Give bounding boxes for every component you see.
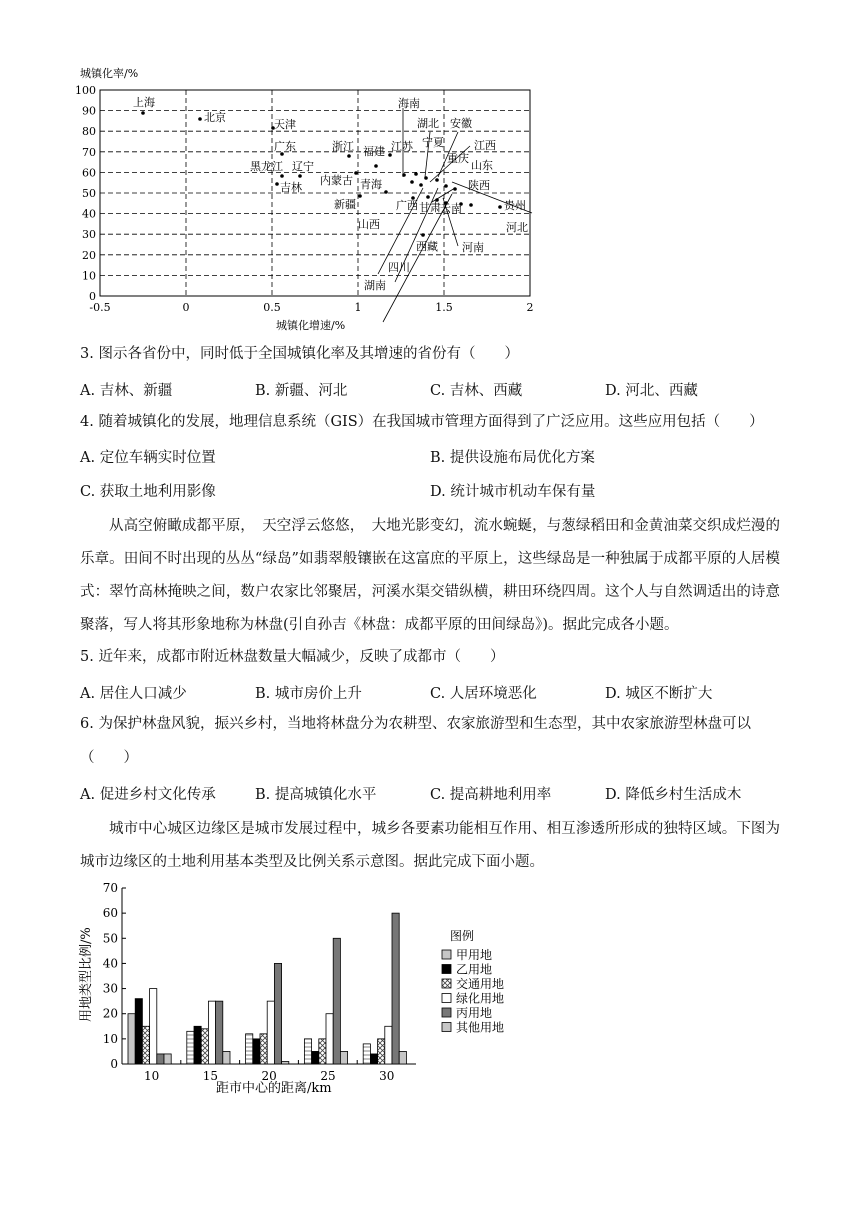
bar-y-tick-label: 70 <box>102 881 118 895</box>
bar-series <box>128 913 406 1064</box>
label-fujian: 福建 <box>363 145 385 158</box>
scatter-y-tick-label: 30 <box>82 228 96 242</box>
scatter-y-tick-label: 70 <box>82 145 96 159</box>
label-yunnan: 云南 <box>440 202 462 215</box>
label-zhejiang: 浙江 <box>332 140 354 153</box>
scatter-xlabel: 城镇化增速/% <box>276 319 346 332</box>
bar-乙用地-10 <box>135 999 142 1064</box>
point-heilongjiang <box>280 174 284 178</box>
scatter-x-tick-label: 0 <box>182 301 190 314</box>
point-guangxi <box>426 195 430 199</box>
point-shaanxi <box>453 187 457 191</box>
bar-乙用地-30 <box>370 1054 377 1064</box>
bar-其他用地-10 <box>164 1054 171 1064</box>
bar-丙用地-15 <box>216 1001 223 1064</box>
bar-x-tick-label: 10 <box>143 1069 160 1083</box>
legend-swatch <box>442 1008 451 1017</box>
bar-交通用地-10 <box>142 1026 149 1064</box>
q3-option-c[interactable]: C. 吉林、西藏 <box>430 383 523 399</box>
q6-option-d[interactable]: D. 降低乡村生活成木 <box>605 787 742 803</box>
q6-option-a[interactable]: A. 促进乡村文化传承 <box>80 787 216 803</box>
q3-option-b[interactable]: B. 新疆、河北 <box>255 383 348 399</box>
label-hebei: 河北 <box>506 221 528 234</box>
point-xizang <box>421 233 425 237</box>
bar-其他用地-20 <box>282 1061 289 1064</box>
point-liaoning <box>298 174 302 178</box>
q6-option-c[interactable]: C. 提高耕地利用率 <box>430 787 552 803</box>
label-guangdong: 广东 <box>274 140 296 153</box>
label-xizang: 西藏 <box>416 240 438 253</box>
scatter-y-tick-label: 90 <box>82 104 96 118</box>
bar-ylabel: 用地类型比例/% <box>79 927 94 1022</box>
label-shanxi: 山西 <box>358 218 380 231</box>
point-neimenggu <box>354 171 358 175</box>
bar-y-tick-label: 10 <box>102 1031 118 1046</box>
question-4-stem: 4. 随着城镇化的发展，地理信息系统（GIS）在我国城市管理方面得到了广泛应用。这些应用包括（ ） <box>80 414 764 430</box>
passage-urban-fringe: 城市中心城区边缘区是城市发展过程中，城乡各要素功能相互作用、相互渗透所形成的独特区域。下图为城市边缘区的土地利用基本类型及比例关系示意图。据此完成下面小题。 <box>80 821 780 870</box>
bar-xlabel: 距市中心的距离/km <box>216 1081 332 1096</box>
bar-交通用地-20 <box>260 1034 267 1064</box>
bar-y-tick-label: 30 <box>102 981 118 996</box>
point-shanghai <box>141 111 145 115</box>
scatter-y-tick-label: 40 <box>82 207 96 221</box>
bar-y-tick-label: 40 <box>102 956 118 971</box>
scatter-y-ticks <box>75 84 96 303</box>
point-jiangsu <box>388 153 392 157</box>
bar-x-tick-label: 30 <box>379 1069 395 1083</box>
bar-丙用地-10 <box>157 1054 164 1064</box>
label-jiangsu: 江苏 <box>391 140 413 153</box>
point-qinghai <box>384 190 388 194</box>
land-use-bar-chart <box>70 878 530 1100</box>
label-beijing: 北京 <box>204 111 226 124</box>
scatter-y-tick-label: 10 <box>82 269 96 283</box>
bar-x-tick-label: 25 <box>320 1069 336 1083</box>
question-5-stem: 5. 近年来，成都市附近林盘数量大幅减少，反映了成都市（ ） <box>80 649 505 665</box>
label-guangxi: 广西 <box>396 199 418 212</box>
bar-y-ticks <box>103 881 126 1071</box>
bar-其他用地-25 <box>340 1051 347 1064</box>
bar-甲用地-20 <box>246 1034 253 1064</box>
label-hubei: 湖北 <box>417 117 439 130</box>
label-hainan: 海南 <box>398 97 420 110</box>
bar-绿化用地-25 <box>326 1014 333 1064</box>
scatter-x-ticks <box>89 301 533 314</box>
point-jiangxi <box>435 178 439 182</box>
bar-丙用地-25 <box>333 938 340 1064</box>
label-sichuan: 四川 <box>388 261 410 274</box>
point-ningxia <box>414 172 418 176</box>
legend-label: 乙用地 <box>456 962 493 977</box>
q6-option-b[interactable]: B. 提高城镇化水平 <box>255 787 377 803</box>
point-shandong <box>444 184 448 188</box>
label-xinjiang: 新疆 <box>334 198 356 211</box>
q4-option-d[interactable]: D. 统计城市机动车保有量 <box>430 484 596 500</box>
scatter-y-tick-label: 0 <box>89 290 96 303</box>
urbanization-scatter-chart <box>60 60 560 335</box>
label-guizhou: 贵州 <box>504 199 526 212</box>
point-zhejiang <box>347 154 351 158</box>
point-anhui <box>419 183 423 187</box>
legend-title: 图例 <box>450 929 475 943</box>
scatter-ylabel: 城镇化率/% <box>80 67 139 80</box>
label-shanghai: 上海 <box>133 96 155 109</box>
legend-label: 绿化用地 <box>456 991 505 1006</box>
label-chongqing: 重庆 <box>447 152 469 165</box>
bar-甲用地-30 <box>363 1044 370 1064</box>
point-guizhou <box>498 205 502 209</box>
question-6-stem-line1: 6. 为保护林盘风貌，振兴乡村，当地将林盘分为农耕型、农家旅游型和生态型，其中农家旅游型林盘可以 <box>80 716 751 732</box>
bar-丙用地-30 <box>392 913 399 1064</box>
bar-绿化用地-10 <box>150 989 157 1064</box>
question-3-stem: 3. 图示各省份中，同时低于全国城镇化率及其增速的省份有（ ） <box>80 346 519 362</box>
bar-乙用地-15 <box>194 1026 201 1064</box>
bar-其他用地-30 <box>399 1051 406 1064</box>
scatter-y-tick-label: 60 <box>82 166 96 180</box>
bar-y-tick-label: 0 <box>110 1057 118 1071</box>
legend-swatch <box>442 965 451 974</box>
point-fujian <box>374 164 378 168</box>
label-shaanxi: 陕西 <box>468 179 490 192</box>
bar-交通用地-15 <box>201 1029 208 1064</box>
label-heilongjiang: 黑龙江 <box>250 160 283 173</box>
bar-乙用地-25 <box>312 1051 319 1064</box>
scatter-y-tick-label: 50 <box>82 187 96 200</box>
bar-丙用地-20 <box>274 963 281 1064</box>
bar-交通用地-25 <box>319 1039 326 1064</box>
label-tianjin: 天津 <box>274 118 296 131</box>
q5-option-b[interactable]: B. 城市房价上升 <box>255 686 362 702</box>
point-xinjiang <box>358 194 362 198</box>
point-jilin <box>275 182 279 186</box>
bar-x-tick-label: 20 <box>261 1069 277 1083</box>
scatter-y-tick-label: 100 <box>75 84 96 97</box>
scatter-x-tick-label: 0.5 <box>263 301 281 314</box>
bar-乙用地-20 <box>253 1039 260 1064</box>
label-neimenggu: 内蒙古 <box>320 174 353 187</box>
point-hubei <box>424 176 428 180</box>
q5-option-d[interactable]: D. 城区不断扩大 <box>605 686 713 702</box>
bar-legend <box>442 947 504 1035</box>
label-henan: 河南 <box>462 241 484 254</box>
bar-绿化用地-15 <box>208 1001 215 1064</box>
legend-label: 甲用地 <box>456 948 493 962</box>
label-hunan: 湖南 <box>364 279 386 292</box>
q5-option-c[interactable]: C. 人居环境恶化 <box>430 686 537 702</box>
bar-y-tick-label: 20 <box>102 1006 118 1021</box>
legend-swatch <box>442 950 451 959</box>
label-jilin: 吉林 <box>280 181 302 194</box>
label-gansu: 甘肃 <box>419 201 441 214</box>
point-hebei <box>469 203 473 207</box>
bar-甲用地-15 <box>187 1031 194 1064</box>
label-liaoning: 辽宁 <box>292 160 314 173</box>
label-shandong: 山东 <box>471 159 493 172</box>
bar-交通用地-30 <box>378 1039 385 1064</box>
bar-绿化用地-20 <box>267 1001 274 1064</box>
bar-y-tick-label: 50 <box>102 931 118 946</box>
q3-option-d[interactable]: D. 河北、西藏 <box>605 383 698 399</box>
q4-option-a[interactable]: A. 定位车辆实时位置 <box>80 450 216 466</box>
legend-swatch <box>442 1023 451 1032</box>
legend-label: 丙用地 <box>456 1006 493 1020</box>
scatter-x-tick-label: 1.5 <box>435 301 453 314</box>
q4-option-b[interactable]: B. 提供设施布局优化方案 <box>430 450 595 466</box>
bar-甲用地-25 <box>304 1039 311 1064</box>
scatter-y-tick-label: 20 <box>82 248 96 262</box>
label-ningxia: 宁夏 <box>422 136 444 149</box>
legend-swatch <box>442 994 451 1003</box>
q3-option-a[interactable]: A. 吉林、新疆 <box>80 383 173 399</box>
bar-y-tick-label: 60 <box>102 906 118 921</box>
point-hainan <box>410 180 414 184</box>
scatter-x-tick-label: -0.5 <box>89 301 111 314</box>
q4-option-c[interactable]: C. 获取土地利用影像 <box>80 484 216 500</box>
passage-linpan: 从高空俯瞰成都平原， 天空浮云悠悠， 大地光影变幻，流水蜿蜒，与葱绿稻田和金黄油菜交织成烂漫的乐章。田间不时出现的丛丛“绿岛”如翡翠般镶嵌在这富庶的平原上，这些绿岛是一种独属于成都平原的人居模式：翠竹高林掩映之间，数户农家比邻聚居，河溪水渠交错纵横，耕田环绕四周。这个人与自然调适出的诗意聚落，写人将其形象地称为林盘(引自孙吉《林盘：成都平原的田间绿岛》)。据此完成各小题。 <box>80 518 780 633</box>
label-jiangxi: 江西 <box>474 139 496 152</box>
scatter-y-tick-label: 80 <box>82 125 96 139</box>
legend-label: 交通用地 <box>456 977 505 991</box>
point-beijing <box>198 117 202 121</box>
bar-x-tick-label: 15 <box>202 1069 219 1083</box>
legend-label: 其他用地 <box>456 1020 505 1035</box>
bar-其他用地-15 <box>223 1051 230 1064</box>
question-6-stem-line2: （ ） <box>80 750 138 766</box>
bar-甲用地-10 <box>128 1014 135 1064</box>
label-anhui: 安徽 <box>450 117 472 130</box>
label-qinghai: 青海 <box>360 178 382 191</box>
legend-swatch <box>442 979 451 988</box>
scatter-x-tick-label: 2 <box>526 301 534 314</box>
scatter-point-labels <box>133 95 528 292</box>
bar-绿化用地-30 <box>385 1026 392 1064</box>
scatter-x-tick-label: 1 <box>354 301 362 314</box>
q5-option-a[interactable]: A. 居住人口减少 <box>80 686 187 702</box>
point-chongqing <box>402 173 406 177</box>
